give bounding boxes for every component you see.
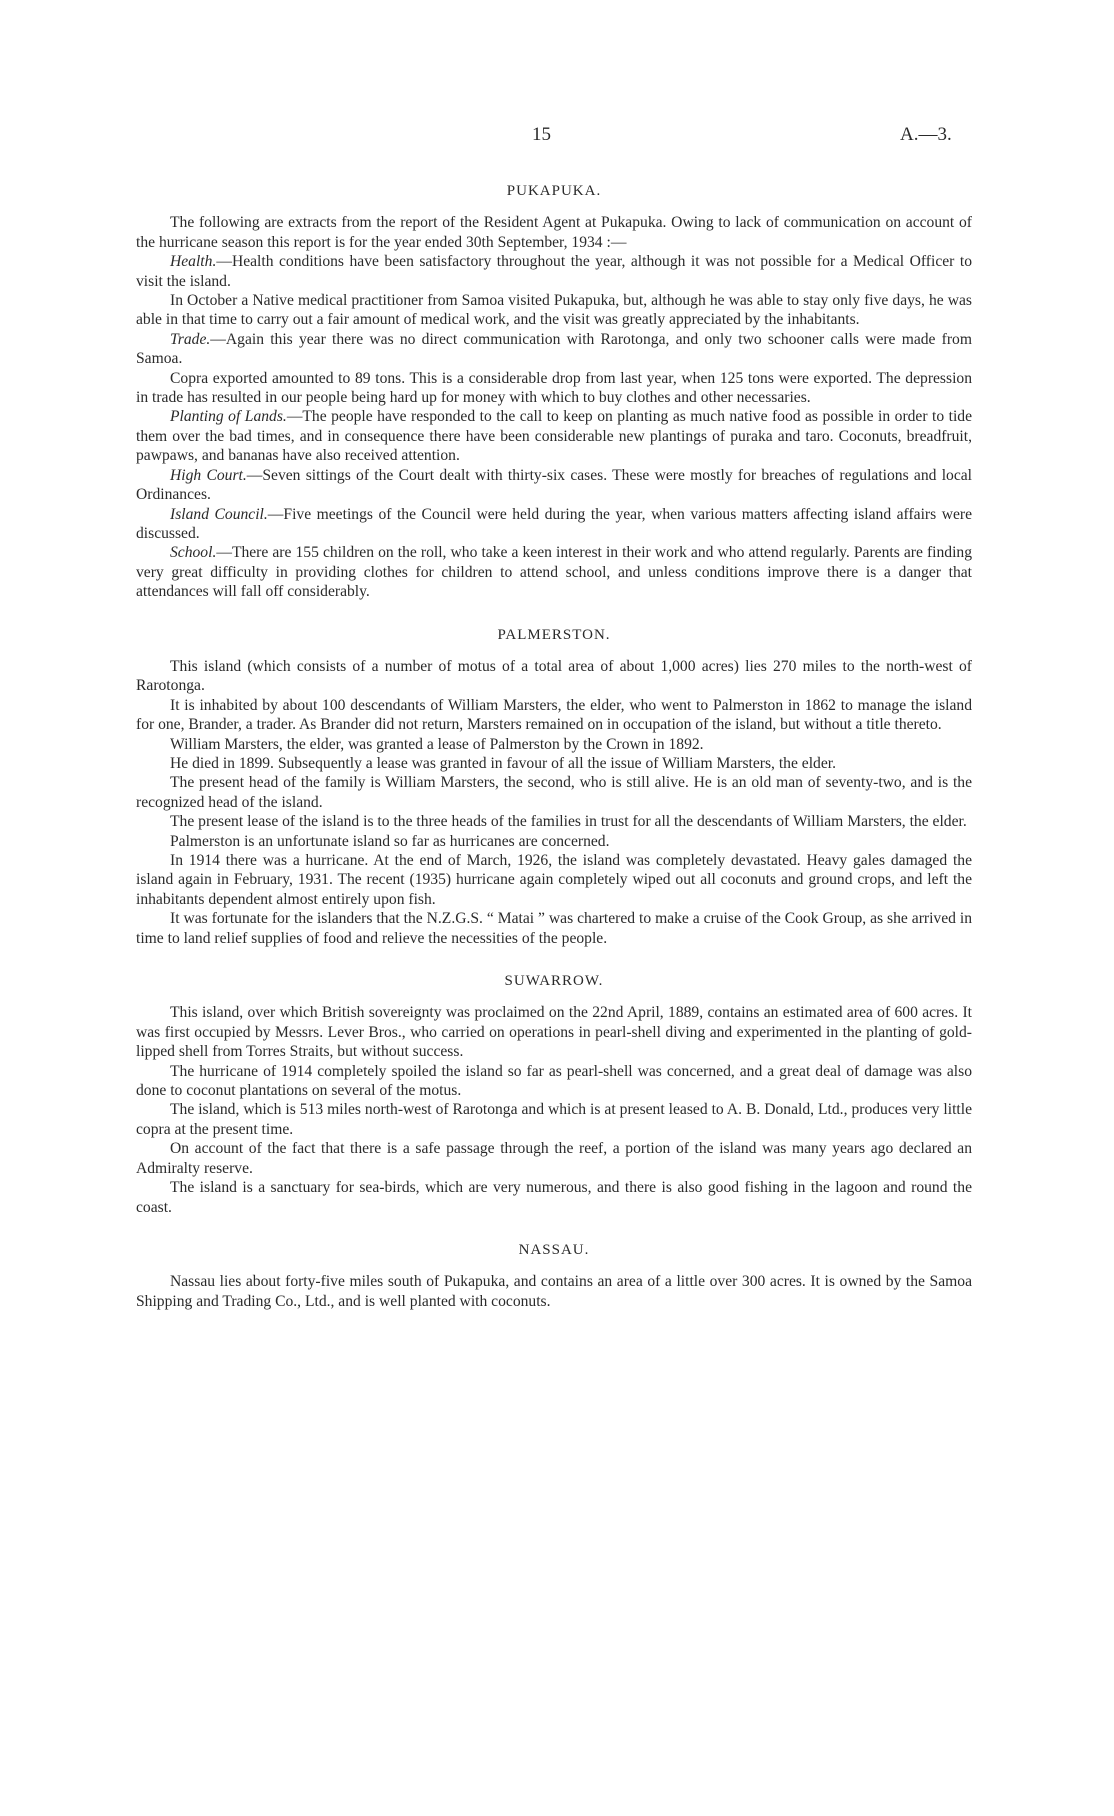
- paragraph: [136, 909, 972, 948]
- paragraph-lead: Trade.: [170, 330, 211, 348]
- paragraph: [136, 505, 972, 544]
- paragraph: [136, 696, 972, 735]
- paragraph: [136, 369, 972, 408]
- paragraph: [136, 773, 972, 812]
- paragraph-text: This island (which consists of a number of motus of a total area of about 1,000 acres) lies 270 miles to the north-west of Rarotonga.: [136, 657, 972, 695]
- page-header: [0, 124, 1114, 154]
- paragraph-lead: School.: [170, 544, 217, 562]
- section-pukapuka: [136, 182, 972, 602]
- paragraph-text: William Marsters, the elder, was granted a lease of Palmerston by the Crown in 1892.: [170, 735, 704, 753]
- paragraph: [136, 657, 972, 696]
- paragraph: [136, 407, 972, 465]
- paragraph: [136, 812, 972, 831]
- document-reference: A.—3.: [900, 124, 952, 145]
- paragraph-text: The present head of the family is William Marsters, the second, who is still alive. He is an old man of seventy-two, and is the recognized head of the island.: [136, 774, 972, 811]
- section-heading: PUKAPUKA.: [506, 183, 602, 199]
- paragraph-text: —Health conditions have been satisfactory throughout the year, although it was not possible for a Medical Officer to visit the island.: [136, 253, 972, 290]
- paragraph-text: It is inhabited by about 100 descendants of William Marsters, the elder, who went to Palmerston in 1862 to manage the island for one, Brander, a trader. As Brander did not return, Marsters remained on in occupation of the island, but without a title thereto.: [136, 696, 972, 734]
- paragraph-text: The island, which is 513 miles north-west of Rarotonga and which is at present leased to A. B. Donald, Ltd., produces very little copra at the present time.: [136, 1101, 972, 1138]
- document-body: [136, 182, 972, 1335]
- paragraph-text: —Again this year there was no direct communication with Rarotonga, and only two schooner calls were made from Samoa.: [136, 330, 972, 368]
- paragraph: [136, 1178, 972, 1217]
- paragraph-text: It was fortunate for the islanders that the N.Z.G.S. “ Matai ” was chartered to make a cruise of the Cook Group, as she arrived in time to land relief supplies of food and relieve the necessities of the people.: [136, 910, 972, 947]
- paragraph: [136, 252, 972, 291]
- paragraph: [136, 735, 972, 754]
- paragraph: [136, 851, 972, 909]
- paragraph: [136, 291, 972, 330]
- section-nassau: [136, 1241, 972, 1311]
- section-heading: NASSAU.: [518, 1241, 590, 1258]
- paragraph: [136, 1139, 972, 1178]
- paragraph-text: Nassau lies about forty-five miles south of Pukapuka, and contains an area of a little over 300 acres. It is owned by the Samoa Shipping and Trading Co., Ltd., and is well planted with coconuts.: [136, 1273, 972, 1310]
- section-heading: SUWARROW.: [504, 973, 604, 990]
- page-number: 15: [532, 124, 551, 145]
- paragraph-lead: Health.: [170, 253, 217, 271]
- paragraph-text: The island is a sanctuary for sea-birds, which are very numerous, and there is also good fishing in the lagoon and round the coast.: [136, 1179, 972, 1216]
- paragraph: [136, 543, 972, 601]
- paragraph: [136, 1272, 972, 1311]
- paragraph: [136, 754, 972, 773]
- paragraph-text: This island, over which British sovereignty was proclaimed on the 22nd April, 1889, contains an estimated area of 600 acres. It was first occupied by Messrs. Lever Bros., who carried on operations in pearl-shell diving and experimented in the planting of gold-lipped shell from Torres Straits, but without success.: [136, 1004, 972, 1061]
- paragraph-text: The hurricane of 1914 completely spoiled the island so far as pearl-shell was concerned, and a great deal of damage was also done to coconut plantations on several of the motus.: [136, 1062, 972, 1100]
- paragraph-lead: High Court.: [170, 466, 247, 484]
- paragraph-text: Palmerston is an unfortunate island so far as hurricanes are concerned.: [170, 832, 610, 850]
- paragraph-text: Copra exported amounted to 89 tons. This is a considerable drop from last year, when 125 tons were exported. The depression in trade has resulted in our people being hard up for money with which to buy clothes and other necessaries.: [136, 369, 972, 407]
- paragraph-text: —Seven sittings of the Court dealt with thirty-six cases. These were mostly for breaches of regulations and local Ordinances.: [136, 466, 972, 504]
- paragraph-text: —Five meetings of the Council were held during the year, when various matters affecting island affairs were discussed.: [136, 505, 972, 542]
- paragraph-lead: Island Council.: [170, 505, 268, 523]
- paragraph: [136, 1003, 972, 1061]
- paragraph-text: In October a Native medical practitioner from Samoa visited Pukapuka, but, although he was able to stay only five days, he was able in that time to carry out a fair amount of medical work, and the visit was greatly appreciated by the inhabitants.: [136, 292, 972, 329]
- section-heading: PALMERSTON.: [497, 626, 611, 643]
- paragraph: [136, 832, 972, 851]
- paragraph-text: On account of the fact that there is a safe passage through the reef, a portion of the island was many years ago declared an Admiralty reserve.: [136, 1140, 972, 1177]
- paragraph-lead: Planting of Lands.: [170, 408, 287, 426]
- section-palmerston: [136, 626, 972, 949]
- paragraph: [136, 1062, 972, 1101]
- section-suwarrow: [136, 972, 972, 1217]
- paragraph-text: In 1914 there was a hurricane. At the end of March, 1926, the island was completely devastated. Heavy gales damaged the island again in February, 1931. The recent (1935) hurricane again completely wiped out all coconuts and ground crops, and left the inhabitants dependent almost entirely upon fish.: [136, 852, 972, 908]
- paragraph: [136, 466, 972, 505]
- paragraph-text: —There are 155 children on the roll, who take a keen interest in their work and who attend regularly. Parents are finding very great difficulty in providing clothes for children to attend school, and unless conditions improve there is a danger that attendances will fall off considerably.: [136, 544, 972, 601]
- paragraph-text: The present lease of the island is to the three heads of the families in trust for all the descendants of William Marsters, the elder.: [170, 813, 967, 831]
- paragraph: [136, 1100, 972, 1139]
- paragraph-text: The following are extracts from the report of the Resident Agent at Pukapuka. Owing to lack of communication on account of the hurricane season this report is for the year ended 30th September, 1934 :—: [136, 214, 972, 251]
- paragraph-text: —The people have responded to the call to keep on planting as much native food as possible in order to tide them over the bad times, and in consequence there have been considerable new plantings of puraka and taro. Coconuts, breadfruit, pawpaws, and bananas have also received attention.: [136, 408, 972, 465]
- paragraph-text: He died in 1899. Subsequently a lease was granted in favour of all the issue of William Marsters, the elder.: [170, 754, 836, 772]
- paragraph: [136, 213, 972, 252]
- paragraph: [136, 330, 972, 369]
